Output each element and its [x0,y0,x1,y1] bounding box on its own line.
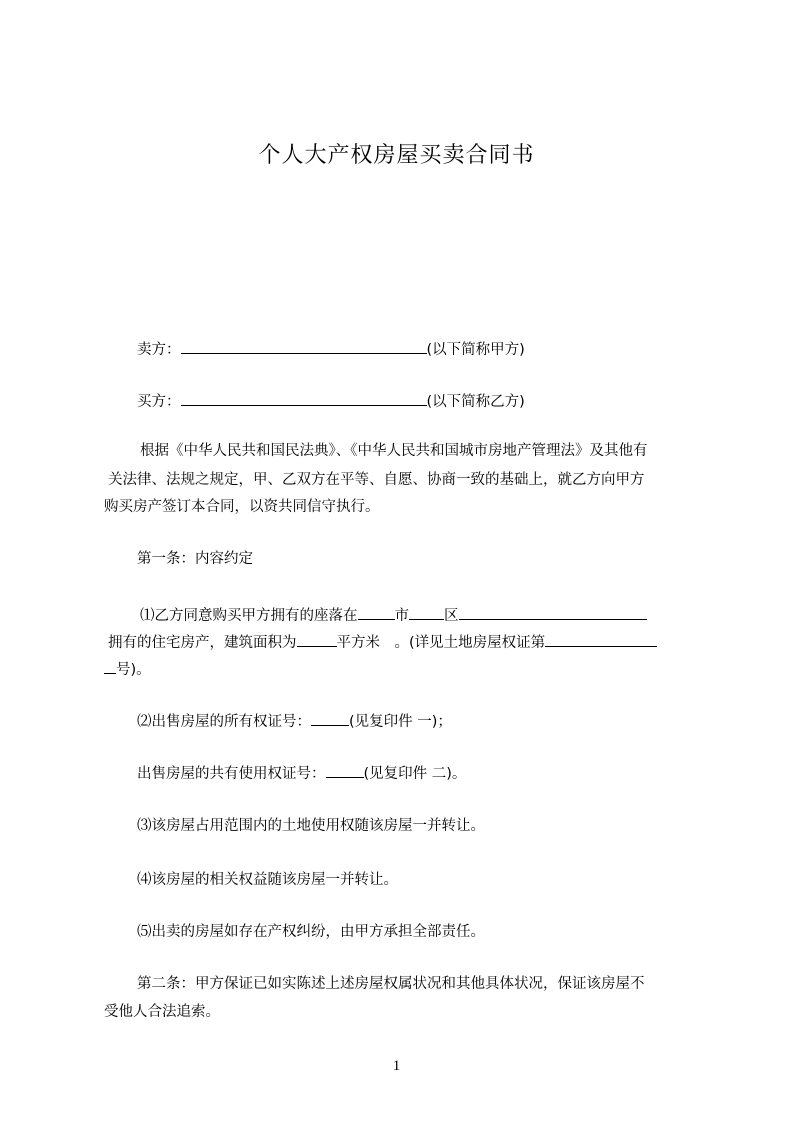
article1-item1-line1 [140,604,647,626]
article1-item2b [137,762,466,784]
seller-line [137,338,525,360]
area-blank[interactable] [297,631,337,647]
item2b-prefix: 出售房屋的共有使用权证号： [137,766,326,782]
item1-text-f: 号)。 [116,662,151,678]
item2-prefix: ⑵出售房屋的所有权证号： [137,714,311,730]
article1-item1-line2 [108,631,657,653]
certificate-number-blank-cont[interactable] [104,658,116,674]
item1-text-c: 区 [444,608,459,624]
buyer-suffix: (以下简称乙方) [426,394,525,410]
item2b-suffix: (见复印件 二)。 [363,766,467,782]
article1-item1-line3 [104,658,151,680]
article1-item5: ⑸出卖的房屋如存在产权纠纷，由甲方承担全部责任。 [137,924,485,940]
item1-text-b: 市 [394,608,409,624]
item1-text-a: ⑴乙方同意购买甲方拥有的座落在 [140,608,358,624]
buyer-name-blank[interactable] [181,390,427,406]
buyer-line [137,390,525,412]
buyer-label: 买方： [137,394,181,410]
article1-item2 [137,710,452,732]
preamble-line-2: 关法律、法规之规定，甲、乙双方在平等、自愿、协商一致的基础上，就乙方向甲方 [108,472,645,488]
preamble-line-3: 购买房产签订本合同，以资共同信守执行。 [104,499,380,515]
seller-label: 卖方： [137,342,181,358]
article1-heading: 第一条：内容约定 [137,551,253,567]
preamble-line-1: 根据《中华人民共和国民法典》、《中华人民共和国城市房地产管理法》及其他有 [140,443,648,459]
ownership-cert-blank[interactable] [311,710,349,726]
page-number: 1 [392,1058,401,1074]
item1-text-e: 平方米 。(详见土地房屋权证第 [336,635,546,651]
article1-item3: ⑶该房屋占用范围内的土地使用权随该房屋一并转让。 [137,818,485,834]
article2-line-2: 受他人合法追索。 [104,1004,220,1020]
item1-text-d: 拥有的住宅房产，建筑面积为 [108,635,297,651]
seller-suffix: (以下简称甲方) [426,342,525,358]
seller-name-blank[interactable] [181,338,427,354]
item2-suffix: (见复印件 一)； [349,714,452,730]
district-blank[interactable] [409,604,444,620]
article1-item4: ⑷该房屋的相关权益随该房屋一并转让。 [137,872,398,888]
certificate-number-blank[interactable] [545,631,657,647]
contract-title: 个人大产权房屋买卖合同书 [258,143,535,168]
city-blank[interactable] [358,604,395,620]
address-blank[interactable] [459,604,647,620]
article2-line-1: 第二条：甲方保证已如实陈述上述房屋权属状况和其他具体状况，保证该房屋不 [137,976,645,992]
shared-use-cert-blank[interactable] [326,762,364,778]
